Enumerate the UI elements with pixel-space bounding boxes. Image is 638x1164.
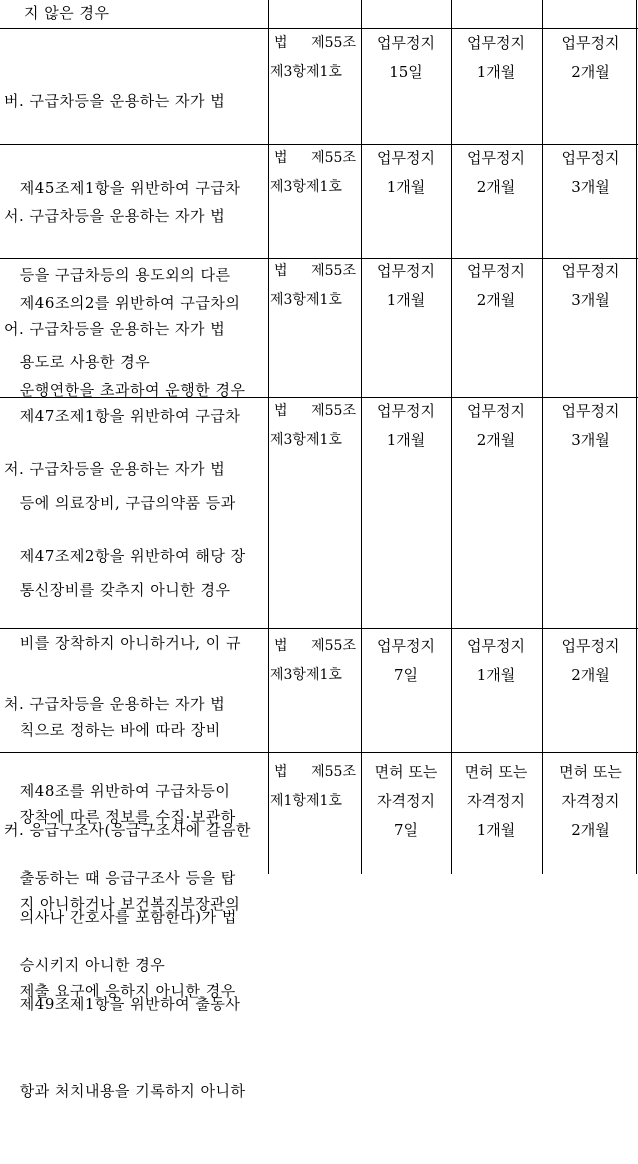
penalty-second bbox=[452, 144, 540, 202]
penalty-duration: 2개월 bbox=[476, 178, 516, 196]
law-prefix: 법 bbox=[274, 764, 288, 780]
description-line: 비를 장착하지 아니하거나, 이 규 bbox=[4, 634, 242, 652]
penalty-duration: 7일 bbox=[393, 666, 419, 684]
penalty-type: 업무정지 bbox=[377, 402, 435, 420]
description-line: 출동하는 때 응급구조사 등을 탑 bbox=[4, 869, 236, 887]
law-prefix: 법 bbox=[274, 150, 288, 166]
description-line: 칙으로 정하는 바에 따라 장비 bbox=[4, 721, 221, 739]
legal-basis bbox=[270, 632, 360, 690]
penalty-duration: 2개월 bbox=[571, 63, 610, 81]
description-line: 의사나 간호사를 포함한다)가 법 bbox=[4, 908, 237, 926]
penalty-third bbox=[543, 257, 638, 315]
violation-description bbox=[4, 758, 266, 1164]
description-line: 장착에 따른 정보를 수집·보관하 bbox=[4, 808, 236, 826]
penalty-type: 업무정지 bbox=[561, 34, 620, 52]
legal-basis bbox=[270, 257, 360, 315]
description-line: 통신장비를 갖추지 아니한 경우 bbox=[4, 581, 231, 599]
penalty-duration: 1개월 bbox=[386, 178, 426, 196]
description-line: 제48조를 위반하여 구급차등이 bbox=[4, 782, 231, 800]
description-line: 커. 응급구조사(응급구조사에 갈음한 bbox=[4, 821, 252, 839]
law-article: 제55조 bbox=[311, 638, 356, 654]
penalty-duration: 3개월 bbox=[571, 178, 610, 196]
description-line: 항과 처치내용을 기록하지 아니하 bbox=[4, 1082, 246, 1100]
penalty-third bbox=[543, 397, 638, 455]
legal-basis bbox=[270, 29, 360, 87]
penalty-duration: 1개월 bbox=[476, 63, 516, 81]
penalty-third bbox=[543, 144, 638, 202]
penalty-type: 업무정지 bbox=[561, 402, 620, 420]
penalty-duration: 7일 bbox=[393, 821, 419, 839]
penalty-second bbox=[452, 29, 540, 87]
penalty-type: 면허 또는 bbox=[464, 763, 528, 781]
penalty-first bbox=[362, 144, 450, 202]
legal-basis bbox=[270, 144, 360, 202]
penalty-duration: 15일 bbox=[389, 63, 423, 81]
penalty-type-detail: 자격정지 bbox=[561, 792, 620, 810]
penalty-first bbox=[362, 632, 450, 690]
penalty-type: 업무정지 bbox=[561, 262, 620, 280]
description-line: 등에 의료장비, 구급의약품 등과 bbox=[4, 494, 236, 512]
description-line: 승시키지 아니한 경우 bbox=[4, 956, 166, 974]
law-clause: 제3항제1호 bbox=[270, 432, 342, 448]
law-clause: 제3항제1호 bbox=[270, 179, 342, 195]
penalty-duration: 3개월 bbox=[571, 291, 610, 309]
law-clause: 제1항제1호 bbox=[270, 793, 342, 809]
penalty-first bbox=[362, 758, 450, 845]
penalty-type: 업무정지 bbox=[467, 402, 525, 420]
law-prefix: 법 bbox=[274, 35, 288, 51]
description-line: 제49조제1항을 위반하여 출동사 bbox=[4, 995, 241, 1013]
law-article: 제55조 bbox=[311, 764, 356, 780]
description-line: 용도로 사용한 경우 bbox=[4, 353, 151, 371]
law-prefix: 법 bbox=[274, 638, 288, 654]
penalty-second bbox=[452, 758, 540, 845]
penalty-first bbox=[362, 397, 450, 455]
description-line: 처. 구급차등을 운용하는 자가 법 bbox=[4, 695, 226, 713]
law-article: 제55조 bbox=[311, 263, 356, 279]
description-line: 제45조제1항을 위반하여 구급차 bbox=[4, 179, 241, 197]
description-line: 제47조제2항을 위반하여 해당 장 bbox=[4, 547, 246, 565]
penalty-duration: 3개월 bbox=[571, 431, 610, 449]
legal-basis bbox=[270, 397, 360, 455]
penalty-third bbox=[543, 632, 638, 690]
law-clause: 제3항제1호 bbox=[270, 292, 342, 308]
penalty-type: 업무정지 bbox=[561, 149, 620, 167]
penalty-type: 업무정지 bbox=[377, 149, 435, 167]
penalty-type: 업무정지 bbox=[467, 34, 525, 52]
description-line: 서. 구급차등을 운용하는 자가 법 bbox=[4, 207, 226, 225]
penalty-third bbox=[543, 29, 638, 87]
column-divider bbox=[268, 0, 269, 874]
penalty-duration: 2개월 bbox=[571, 821, 610, 839]
legal-basis bbox=[270, 758, 360, 816]
penalty-third bbox=[543, 758, 638, 845]
description-line: 버. 구급차등을 운용하는 자가 법 bbox=[4, 92, 226, 110]
law-prefix: 법 bbox=[274, 403, 288, 419]
continued-text: 지 않은 경우 bbox=[24, 4, 110, 22]
penalty-type: 업무정지 bbox=[561, 637, 620, 655]
description-line: 제46조의2를 위반하여 구급차의 bbox=[4, 294, 241, 312]
penalty-type: 업무정지 bbox=[377, 637, 435, 655]
penalty-type: 면허 또는 bbox=[374, 763, 438, 781]
penalty-type-detail: 자격정지 bbox=[467, 792, 525, 810]
law-prefix: 법 bbox=[274, 263, 288, 279]
penalty-type-detail: 자격정지 bbox=[377, 792, 435, 810]
penalty-type: 업무정지 bbox=[377, 34, 435, 52]
law-article: 제55조 bbox=[311, 403, 356, 419]
law-article: 제55조 bbox=[311, 35, 356, 51]
penalty-duration: 2개월 bbox=[571, 666, 610, 684]
penalty-type: 업무정지 bbox=[467, 637, 525, 655]
penalty-first bbox=[362, 257, 450, 315]
law-clause: 제3항제1호 bbox=[270, 64, 342, 80]
penalty-type: 면허 또는 bbox=[559, 763, 622, 781]
penalty-duration: 2개월 bbox=[476, 431, 516, 449]
penalty-duration: 2개월 bbox=[476, 291, 516, 309]
law-article: 제55조 bbox=[311, 150, 356, 166]
penalty-second bbox=[452, 397, 540, 455]
description-line: 어. 구급차등을 운용하는 자가 법 bbox=[4, 320, 226, 338]
penalty-type: 업무정지 bbox=[467, 149, 525, 167]
description-line: 운행연한을 초과하여 운행한 경우 bbox=[4, 381, 246, 399]
penalty-duration: 1개월 bbox=[476, 666, 516, 684]
description-line: 지 아니하거나 보건복지부장관의 bbox=[4, 895, 241, 913]
penalty-duration: 1개월 bbox=[476, 821, 516, 839]
description-line: 제47조제1항을 위반하여 구급차 bbox=[4, 407, 241, 425]
penalty-duration: 1개월 bbox=[386, 431, 426, 449]
law-clause: 제3항제1호 bbox=[270, 667, 342, 683]
description-line: 제출 요구에 응하지 아니한 경우 bbox=[4, 982, 236, 1000]
penalty-first bbox=[362, 29, 450, 87]
penalty-second bbox=[452, 632, 540, 690]
penalty-type: 업무정지 bbox=[377, 262, 435, 280]
penalty-second bbox=[452, 257, 540, 315]
penalty-duration: 1개월 bbox=[386, 291, 426, 309]
description-line: 저. 구급차등을 운용하는 자가 법 bbox=[4, 460, 226, 478]
description-line: 등을 구급차등의 용도외의 다른 bbox=[4, 266, 231, 284]
penalty-type: 업무정지 bbox=[467, 262, 525, 280]
